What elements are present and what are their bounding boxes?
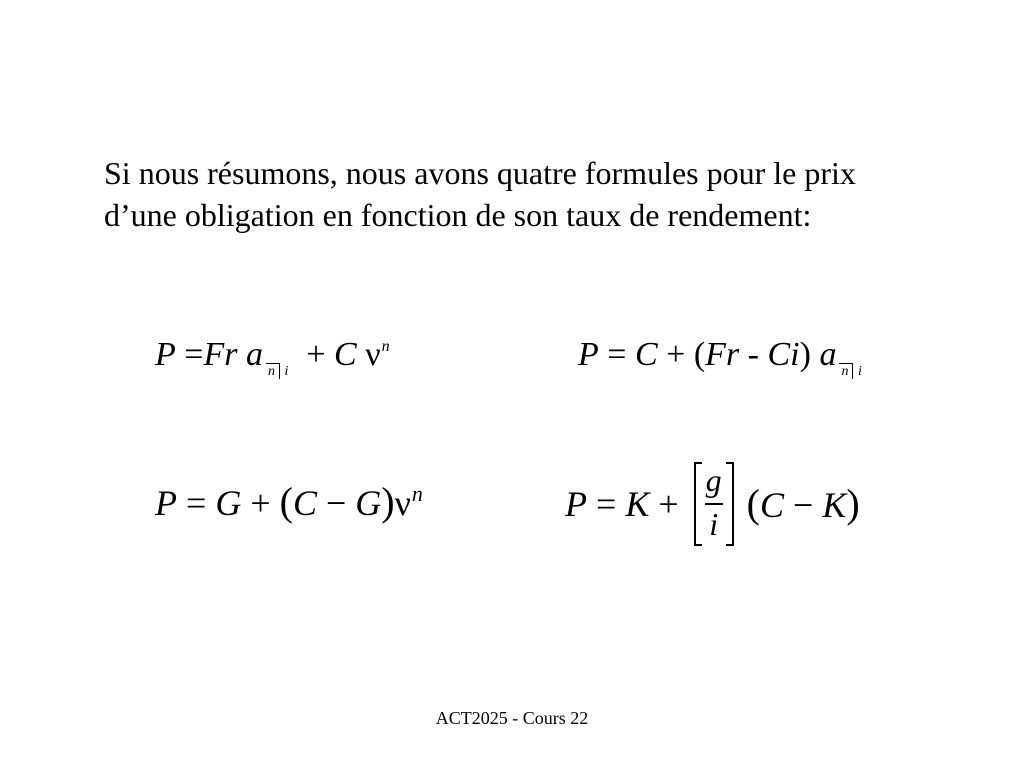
f1-eq: =: [184, 336, 204, 373]
f3-open: (: [279, 479, 293, 524]
f4-plus: +: [658, 484, 679, 524]
f2-c: C: [634, 336, 658, 373]
formula-base-amount: [155, 479, 423, 524]
formula-annuity-coupon: [155, 336, 390, 379]
f4-numerator: g: [705, 462, 722, 498]
f1-subscript: [266, 364, 289, 379]
f4-open: (: [746, 481, 760, 526]
f4-tail: [746, 481, 860, 526]
f3-minus: −: [325, 483, 347, 523]
intro-line-1: Si nous résumons, nous avons quatre formules pour le prix: [104, 155, 856, 191]
f1-exp: n: [381, 338, 390, 355]
f1-a: a: [245, 336, 263, 373]
f2-lhs: P: [578, 336, 599, 373]
f3-lhs: P: [155, 483, 177, 523]
f4-lhs: P: [565, 484, 587, 524]
f4-lead: [565, 486, 679, 522]
f2-eq: =: [607, 336, 627, 373]
f1-v: ν: [365, 336, 381, 373]
f1-fr: Fr: [203, 336, 238, 373]
f2-fr: Fr: [705, 336, 740, 373]
f1-sub-i: i: [284, 364, 290, 379]
f2-a: a: [819, 336, 837, 373]
formula-makeham: [565, 462, 860, 552]
intro-line-2: d’une obligation en fonction de son taux de rendement:: [104, 197, 812, 233]
f1-plus: +: [306, 336, 326, 373]
f4-fraction-bar: [705, 503, 723, 505]
f1-angle-n: n: [266, 363, 280, 379]
f3-g2: G: [355, 483, 382, 523]
f2-plus: +: [666, 336, 686, 373]
f4-c: C: [759, 485, 784, 525]
f3-close: ): [381, 479, 395, 524]
f4-eq: =: [596, 484, 617, 524]
f4-close: ): [846, 481, 860, 526]
f3-v: ν: [394, 483, 411, 523]
f2-minus: -: [747, 336, 759, 373]
f4-k: K: [625, 484, 650, 524]
formula-premium-discount: [578, 336, 863, 379]
intro-text: [104, 152, 944, 236]
f2-close: ): [799, 336, 811, 373]
f3-c: C: [292, 483, 317, 523]
f2-subscript: [839, 364, 862, 379]
f1-lhs: P: [155, 336, 176, 373]
f3-exp: n: [411, 481, 423, 506]
f3-eq: =: [186, 483, 207, 523]
f1-c: C: [334, 336, 357, 373]
f3-plus: +: [250, 483, 271, 523]
f4-denominator: i: [709, 506, 719, 542]
f2-open: (: [693, 336, 706, 373]
f2-sub-i: i: [857, 364, 863, 379]
f2-ci: Ci: [767, 336, 800, 373]
f4-right-bracket: [726, 462, 734, 546]
f2-angle-n: n: [839, 363, 853, 379]
f4-k2: K: [822, 485, 847, 525]
f4-bracket-fraction: [694, 462, 734, 546]
slide-footer: ACT2025 - Cours 22: [435, 708, 589, 728]
f4-minus: −: [792, 485, 814, 525]
f3-g: G: [215, 483, 242, 523]
